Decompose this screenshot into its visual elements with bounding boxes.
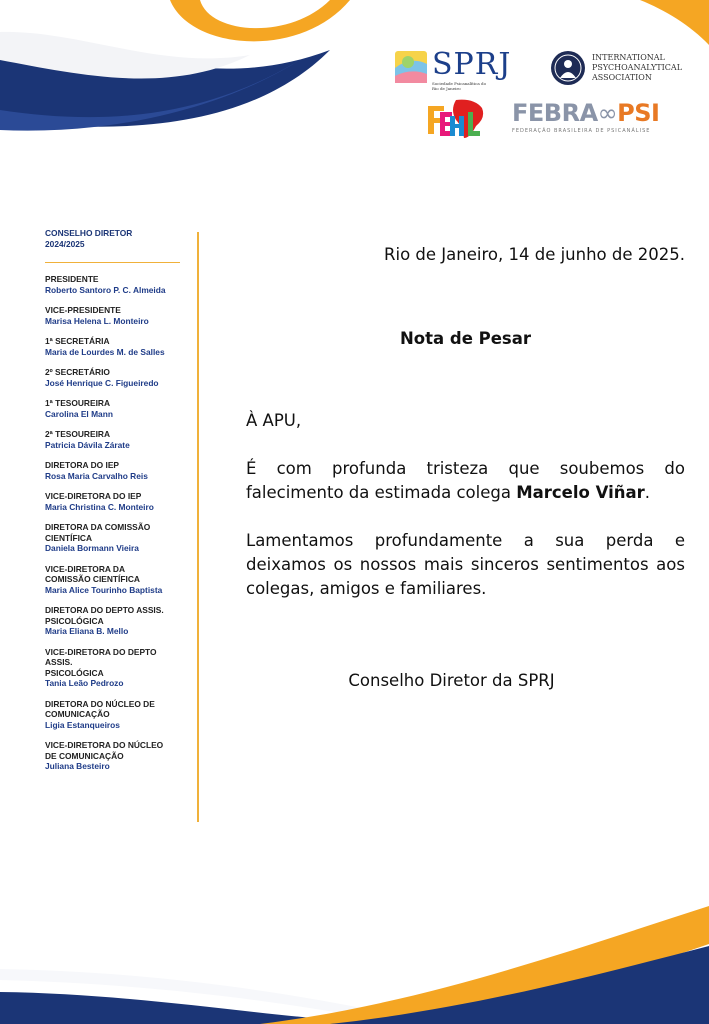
board-role xyxy=(45,699,190,731)
sidebar-divider xyxy=(197,232,199,822)
role-name: Marisa Helena L. Monteiro xyxy=(45,315,149,326)
role-title: VICE-DIRETORA DO NÚCLEO DE COMUNICAÇÃO xyxy=(45,740,164,761)
board-role xyxy=(45,305,190,326)
role-title: DIRETORA DO NÚCLEO DE COMUNICAÇÃO xyxy=(45,698,155,719)
deceased-name: Marcelo Viñar xyxy=(516,483,645,502)
role-name: Roberto Santoro P. C. Almeida xyxy=(45,284,166,295)
ipa-seal-icon xyxy=(550,50,586,86)
board-role xyxy=(45,491,190,512)
sprj-logo xyxy=(394,47,512,91)
role-name: Maria Eliana B. Mello xyxy=(45,626,129,636)
role-title: DIRETORA DA COMISSÃO CIENTÍFICA xyxy=(45,522,151,543)
board-title: CONSELHO DIRETOR xyxy=(45,228,133,238)
febrapsi-logo xyxy=(512,100,659,134)
role-name: Maria Alice Tourinho Baptista xyxy=(45,584,163,595)
febrapsi-name-a: FEBRA xyxy=(512,99,598,127)
letter-paragraph-1 xyxy=(246,457,685,505)
board-role xyxy=(45,398,190,419)
role-title: DIRETORA DO IEP xyxy=(45,460,119,470)
board-role xyxy=(45,522,190,554)
letter-paragraph-2: Lamentamos profundamente a sua perda e deixamos os nossos mais sinceros sentimentos aos colegas, amigos e familiares. xyxy=(246,531,685,598)
board-role xyxy=(45,367,190,388)
febrapsi-subtitle: FEDERAÇÃO BRASILEIRA DE PSICANÁLISE xyxy=(512,128,651,134)
letter-subject: Nota de Pesar xyxy=(399,329,532,348)
role-name: Juliana Besteiro xyxy=(45,761,110,771)
board-role xyxy=(45,564,190,596)
role-title: 1ª SECRETÁRIA xyxy=(45,336,110,346)
board-period: 2024/2025 xyxy=(45,239,85,249)
board-role xyxy=(45,274,190,295)
role-name: Maria Christina C. Monteiro xyxy=(45,501,154,512)
board-role xyxy=(45,605,190,637)
sprj-subtitle: Sociedade Psicanalítica do Rio de Janeiro xyxy=(432,81,486,91)
condolence-letter xyxy=(246,243,685,693)
footer-decoration xyxy=(0,874,709,1024)
role-name: Daniela Bormann Vieira xyxy=(45,543,139,553)
febrapsi-name-b: PSI xyxy=(617,99,660,127)
paragraph-1-end: . xyxy=(644,483,650,502)
role-title: 2ª TESOUREIRA xyxy=(45,429,110,439)
role-title: PRESIDENTE xyxy=(45,274,99,284)
board-sidebar xyxy=(45,228,190,782)
role-name: Rosa Maria Carvalho Reis xyxy=(45,470,148,481)
role-title: VICE-PRESIDENTE xyxy=(45,305,121,315)
fepal-logo xyxy=(426,98,490,140)
role-title: VICE-DIRETORA DA COMISSÃO CIENTÍFICA xyxy=(45,563,140,584)
role-title: 1ª TESOUREIRA xyxy=(45,398,110,408)
ipa-logo xyxy=(550,50,682,86)
paragraph-1-text: É com profunda tristeza que soubemos do falecimento da estimada colega xyxy=(246,459,685,502)
role-name: Maria de Lourdes M. de Salles xyxy=(45,346,165,357)
sprj-name: SPRJ xyxy=(432,47,512,82)
board-role xyxy=(45,460,190,481)
board-roles xyxy=(45,274,190,772)
role-title: 2º SECRETÁRIO xyxy=(45,367,110,377)
board-separator xyxy=(45,262,180,263)
board-role xyxy=(45,740,190,772)
role-name: Tania Leão Pedrozo xyxy=(45,678,124,688)
board-role xyxy=(45,429,190,450)
role-title: DIRETORA DO DEPTO ASSIS. PSICOLÓGICA xyxy=(45,605,164,626)
role-name: Ligia Estanqueiros xyxy=(45,719,120,730)
ipa-name: INTERNATIONAL PSYCHOANALYTICAL ASSOCIATION xyxy=(592,53,683,82)
place-date: Rio de Janeiro, 14 de junho de 2025. xyxy=(384,245,685,264)
letter-salutation: À APU, xyxy=(246,411,302,430)
letter-signature: Conselho Diretor da SPRJ xyxy=(348,671,555,690)
role-title: VICE-DIRETORA DO IEP xyxy=(45,491,142,501)
role-title: VICE-DIRETORA DO DEPTO ASSIS. PSICOLÓGICA xyxy=(45,646,157,678)
board-role xyxy=(45,336,190,357)
role-name: Carolina El Mann xyxy=(45,408,113,419)
febrapsi-infinity-icon: ∞ xyxy=(597,99,618,127)
partner-logos xyxy=(390,48,690,148)
role-name: Patricia Dávila Zárate xyxy=(45,439,130,450)
board-role xyxy=(45,647,190,689)
sprj-mark-icon xyxy=(394,50,428,84)
role-name: José Henrique C. Figueiredo xyxy=(45,377,159,388)
